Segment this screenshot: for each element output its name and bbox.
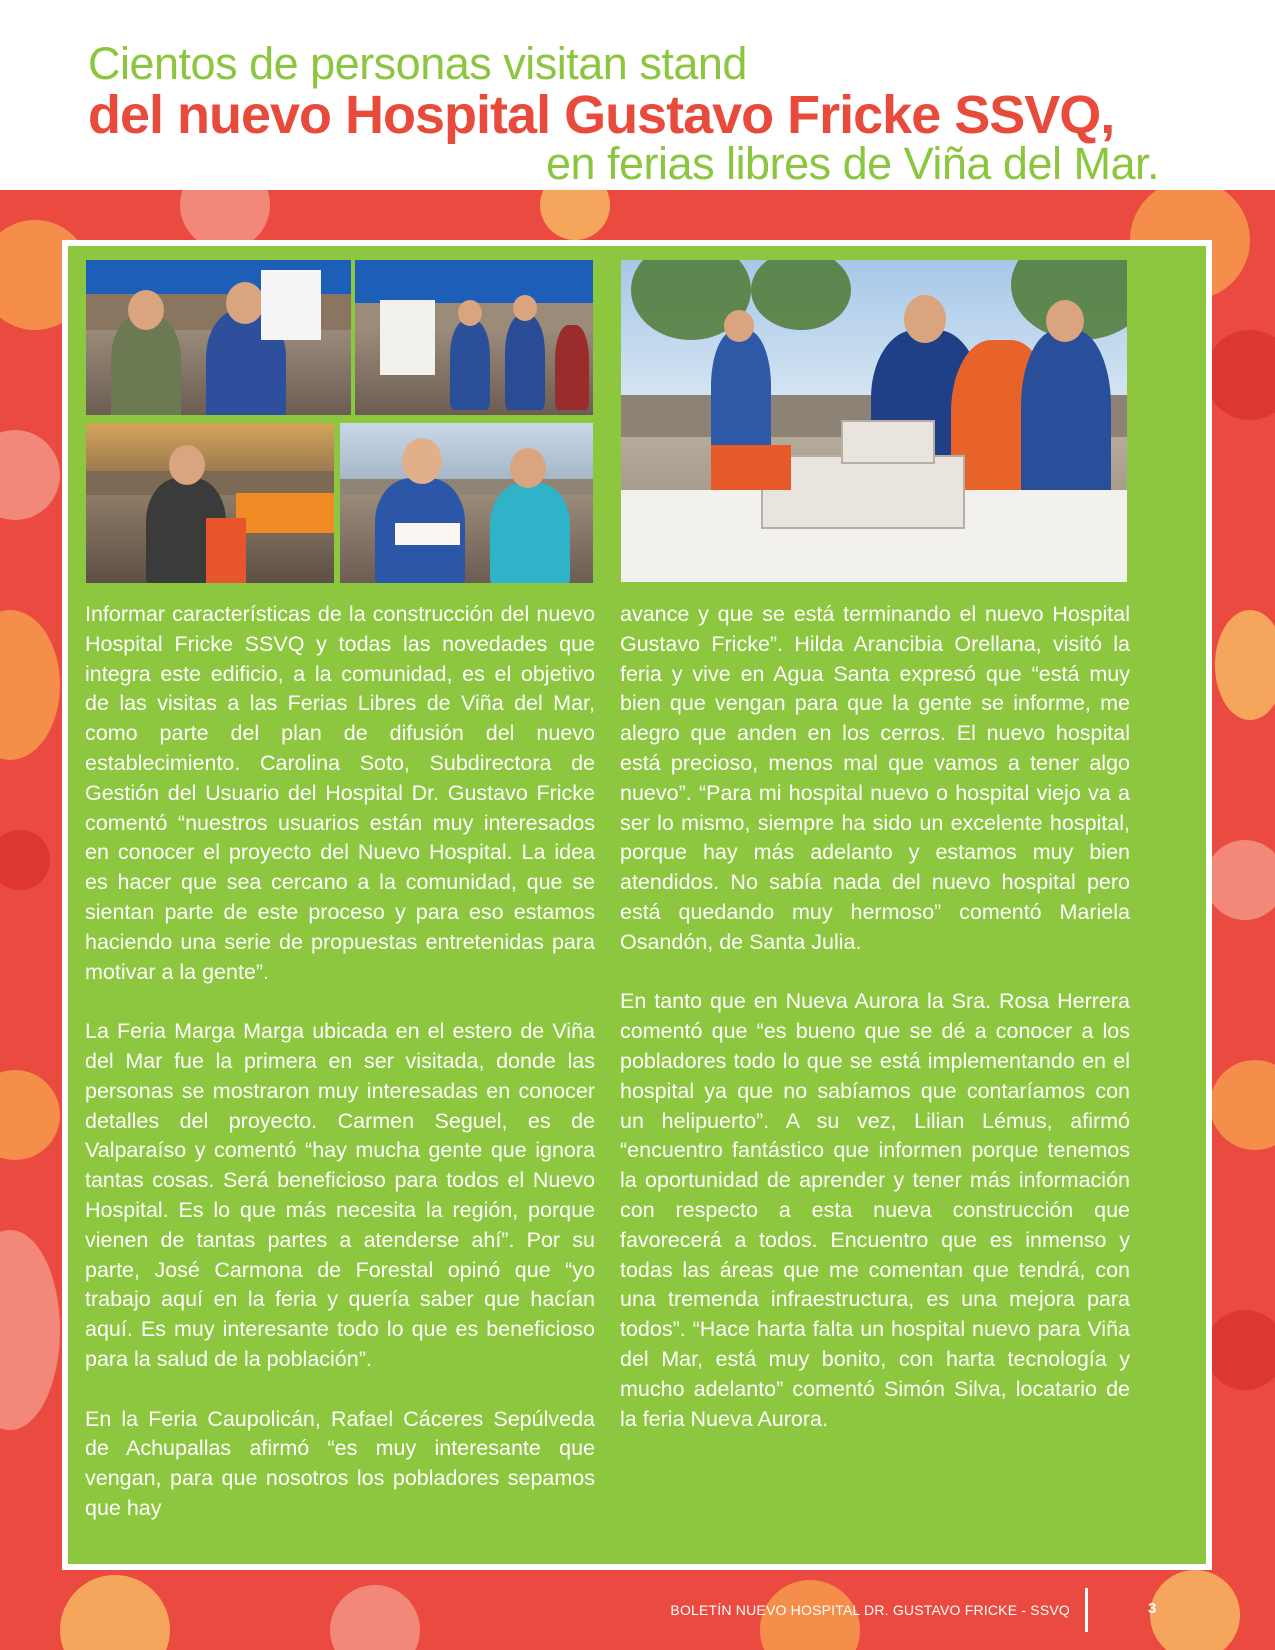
fruit-decoration <box>1205 1310 1275 1390</box>
fruit-decoration <box>540 190 610 240</box>
fruit-decoration <box>1205 330 1275 420</box>
paragraph: La Feria Marga Marga ubicada en el estero de Viña del Mar fue la primera en ser visitada, donde las personas se mostraron muy interesadas en conocer detalles del proyecto. Carmen Seguel, es de Valparaíso y comentó “hay mucha gente que ignora tantas cosas. Será beneficioso para todos el Nuevo Hospital. Es lo que más necesita la región, porque vienen de tantas partes a atenderse ahí”. Por su parte, José Carmona de Forestal opinó que “yo trabajo aquí en la feria y quería saber que hacían aquí. Es muy interesante todo lo que es beneficioso para la salud de la población”. <box>85 1019 595 1371</box>
photo-feria-man-with-bag <box>86 423 334 583</box>
fruit-decoration <box>330 1585 420 1650</box>
fruit-decoration <box>1210 1060 1275 1150</box>
fruit-decoration <box>0 1070 60 1160</box>
photo-stand-tent-visitors <box>355 260 593 415</box>
article-column-right <box>620 600 1130 1464</box>
fruit-decoration <box>0 610 60 760</box>
publication-footer: BOLETÍN NUEVO HOSPITAL DR. GUSTAVO FRICKE - SSVQ <box>670 1602 1070 1618</box>
footer-divider <box>1085 1588 1088 1632</box>
page-number: 3 <box>1148 1600 1157 1617</box>
headline-line-2: del nuevo Hospital Gustavo Fricke SSVQ, <box>88 85 1115 145</box>
page-header <box>0 0 1275 190</box>
fruit-decoration <box>1215 610 1275 720</box>
photo-stand-reading-brochure <box>86 260 351 415</box>
paragraph: En tanto que en Nueva Aurora la Sra. Rosa Herrera comentó que “es bueno que se dé a conocer a los pobladores todo lo que se está implementando en el hospital ya que no sabíamos que contaríamos con un helipuerto”. A su vez, Lilian Lémus, afirmó “encuentro fantástico que informen porque tenemos la oportunidad de aprender y tener más información con respecto a esta nueva construcción que favorecerá a todos. Encuentro que es inmenso y todas las áreas que me comentan que tendrá, con una tremenda infraestructura, es una mejora para todos”. “Hace harta falta un hospital nuevo para Viña del Mar, está muy bonito, con harta tecnología y mucho adelanto” comentó Simón Silva, locatario de la feria Nueva Aurora. <box>620 989 1130 1431</box>
fruit-decoration <box>1150 1570 1240 1650</box>
photo-hospital-model-table <box>621 260 1127 582</box>
fruit-decoration <box>60 1575 170 1650</box>
fruit-decoration <box>0 1230 60 1430</box>
headline-line-1: Cientos de personas visitan stand <box>88 38 747 89</box>
fruit-decoration <box>1205 840 1275 920</box>
paragraph: avance y que se está terminando el nuevo Hospital Gustavo Fricke”. Hilda Arancibia Orellana, visitó la feria y vive en Agua Santa expresó que “está muy bien que vengan para que la gente se informe, me alegro que anden en los cerros. El nuevo hospital está precioso, menos mal que vamos a tener algo nuevo”. “Para mi hospital nuevo o hospital viejo va a ser lo mismo, siempre ha sido un excelente hospital, porque hay más adelanto y estamos muy bien atendidos. No sabía nada del nuevo hospital pero está quedando muy hermoso” comentó Mariela Osandón, de Santa Julia. <box>620 602 1130 954</box>
photo-feria-women-talking <box>340 423 593 583</box>
paragraph: En la Feria Caupolicán, Rafael Cáceres Sepúlveda de Achupallas afirmó “es muy interesante que vengan, para que nosotros los pobladores sepamos que hay <box>85 1406 595 1520</box>
fruit-decoration <box>0 830 50 890</box>
article-column-left <box>85 600 595 1554</box>
fruit-decoration <box>0 430 60 520</box>
headline-line-3: en ferias libres de Viña del Mar. <box>545 138 1159 189</box>
paragraph: Informar características de la construcción del nuevo Hospital Fricke SSVQ y todas las novedades que integra este edificio, a la comunidad, es el objetivo de las visitas a las Ferias Libres de Viña del Mar, como parte del plan de difusión del nuevo establecimiento. Carolina Soto, Subdirectora de Gestión del Usuario del Hospital Dr. Gustavo Fricke comentó “nuestros usuarios están muy interesados en conocer el proyecto del Nuevo Hospital. La idea es hacer que sea cercano a la comunidad, que se sientan parte de este proceso y para eso estamos haciendo una serie de propuestas entretenidas para motivar a la gente”. <box>85 602 595 984</box>
